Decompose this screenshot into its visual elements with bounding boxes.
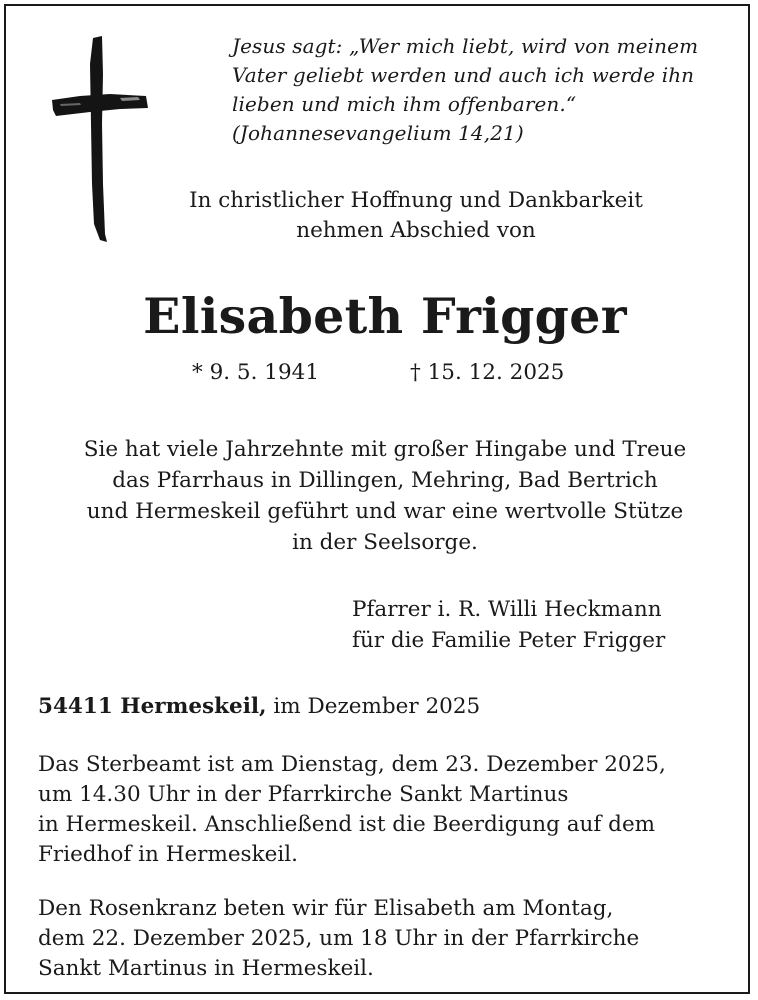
tribute-text — [6, 434, 758, 558]
quote-line: Vater geliebt werden und auch ich werde ihn — [232, 63, 695, 87]
funeral-line: in Hermeskeil. Anschließend ist die Beerdigung auf dem — [38, 812, 656, 837]
bible-quote — [232, 32, 752, 148]
funeral-line: Friedhof in Hermeskeil. — [38, 842, 298, 867]
birth-date: * 9. 5. 1941 — [192, 360, 319, 385]
tribute-line: in der Seelsorge. — [292, 530, 478, 555]
rosary-line: Sankt Martinus in Hermeskeil. — [38, 956, 374, 981]
quote-source: (Johannesevangelium 14,21) — [232, 121, 524, 145]
quote-line: Jesus sagt: „Wer mich liebt, wird von meinem — [232, 34, 699, 58]
quote-line: lieben und mich ihm offenbaren.“ — [232, 92, 577, 116]
signature — [352, 594, 665, 656]
deceased-name: Elisabeth Frigger — [143, 287, 627, 345]
cross-icon — [50, 34, 150, 244]
rosary-line: dem 22. Dezember 2025, um 18 Uhr in der Pfarrkirche — [38, 926, 640, 951]
funeral-line: um 14.30 Uhr in der Pfarrkirche Sankt Martinus — [38, 782, 569, 807]
signature-line: für die Familie Peter Frigger — [352, 628, 666, 653]
obituary-notice — [4, 4, 750, 994]
place-date-text: im Dezember 2025 — [266, 694, 481, 719]
rosary-line: Den Rosenkranz beten wir für Elisabeth am Montag, — [38, 896, 614, 921]
intro-text — [136, 186, 696, 246]
rosary-info — [38, 894, 639, 984]
funeral-line: Das Sterbeamt ist am Dienstag, dem 23. Dezember 2025, — [38, 752, 666, 777]
tribute-line: das Pfarrhaus in Dillingen, Mehring, Bad Bertrich — [112, 468, 658, 493]
funeral-info — [38, 750, 666, 870]
death-date: † 15. 12. 2025 — [410, 360, 565, 385]
tribute-line: und Hermeskeil geführt und war eine wertvolle Stütze — [86, 499, 684, 524]
intro-line: nehmen Abschied von — [296, 218, 536, 243]
signature-line: Pfarrer i. R. Willi Heckmann — [352, 597, 662, 622]
place-date — [38, 692, 480, 722]
intro-line: In christlicher Hoffnung und Dankbarkeit — [189, 188, 643, 213]
tribute-line: Sie hat viele Jahrzehnte mit großer Hingabe und Treue — [83, 437, 687, 462]
place-name: 54411 Hermeskeil, — [38, 694, 267, 719]
